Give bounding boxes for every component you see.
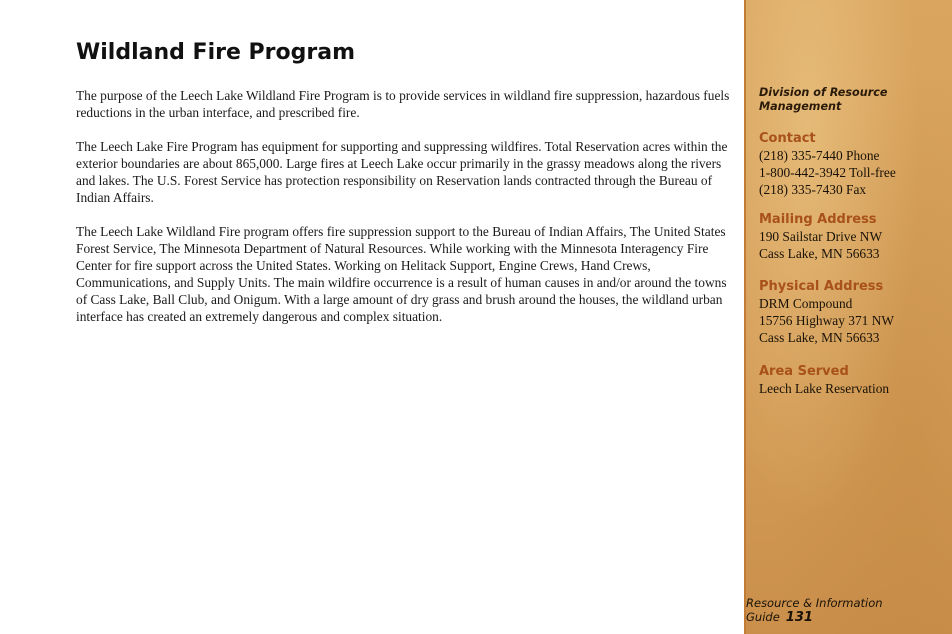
- mailing-city: Cass Lake, MN 56633: [759, 246, 880, 261]
- physical-heading: Physical Address: [759, 279, 884, 294]
- contact-section: [759, 130, 952, 198]
- mailing-heading: Mailing Address: [759, 212, 877, 227]
- contact-heading: Contact: [759, 131, 816, 146]
- area-heading: Area Served: [759, 364, 849, 379]
- area-section: [759, 363, 952, 397]
- physical-city: Cass Lake, MN 56633: [759, 330, 880, 345]
- physical-compound: DRM Compound: [759, 296, 853, 311]
- division-name: Division of Resource Management: [759, 86, 888, 113]
- physical-section: [759, 278, 952, 346]
- page-title: Wildland Fire Program: [76, 40, 356, 65]
- page-number: 131: [785, 610, 813, 625]
- body-text: [76, 87, 736, 342]
- paragraph-support: The Leech Lake Wildland Fire program offers fire suppression support to the Bureau of Indian Affairs, The United States Forest Service, The Minnesota Department of Natural Resources. While working with the Minnesota Interagency Fire Center for fire support across the United States. Working on Helitack Support, Engine Crews, Hand Crews, Communications, and Supply Units. The main wildfire occurrence is a result of human causes in and/or around the towns of Cass Lake, Ball Club, and Onigum. With a large amount of dry grass and brush around the houses, the wildland urban interface has created an extremely dangerous and complex situation.: [76, 224, 727, 324]
- area-value: Leech Lake Reservation: [759, 381, 890, 396]
- paragraph-purpose: The purpose of the Leech Lake Wildland Fire Program is to provide services in wildland fire suppression, hazardous fuels reductions in the urban interface, and prescribed fire.: [76, 88, 730, 120]
- paragraph-equipment: The Leech Lake Fire Program has equipment for supporting and suppressing wildfires. Total Reservation acres within the exterior boundaries are about 865,000. Large fires at Leech Lake occur primarily in the grassy meadows along the rivers and lakes. The U.S. Forest Service has protection responsibility on Reservation lands contracted through the Bureau of Indian Affairs.: [76, 139, 728, 205]
- physical-street: 15756 Highway 371 NW: [759, 313, 895, 328]
- sidebar: [744, 0, 952, 634]
- mailing-section: [759, 211, 952, 262]
- page-footer: [746, 596, 932, 625]
- mailing-street: 190 Sailstar Drive NW: [759, 229, 883, 244]
- contact-fax: (218) 335-7430 Fax: [759, 182, 867, 197]
- contact-phone: (218) 335-7440 Phone: [759, 148, 880, 163]
- guide-name: Resource & Information Guide: [746, 596, 883, 624]
- contact-toll-free: 1-800-442-3942 Toll-free: [759, 165, 896, 180]
